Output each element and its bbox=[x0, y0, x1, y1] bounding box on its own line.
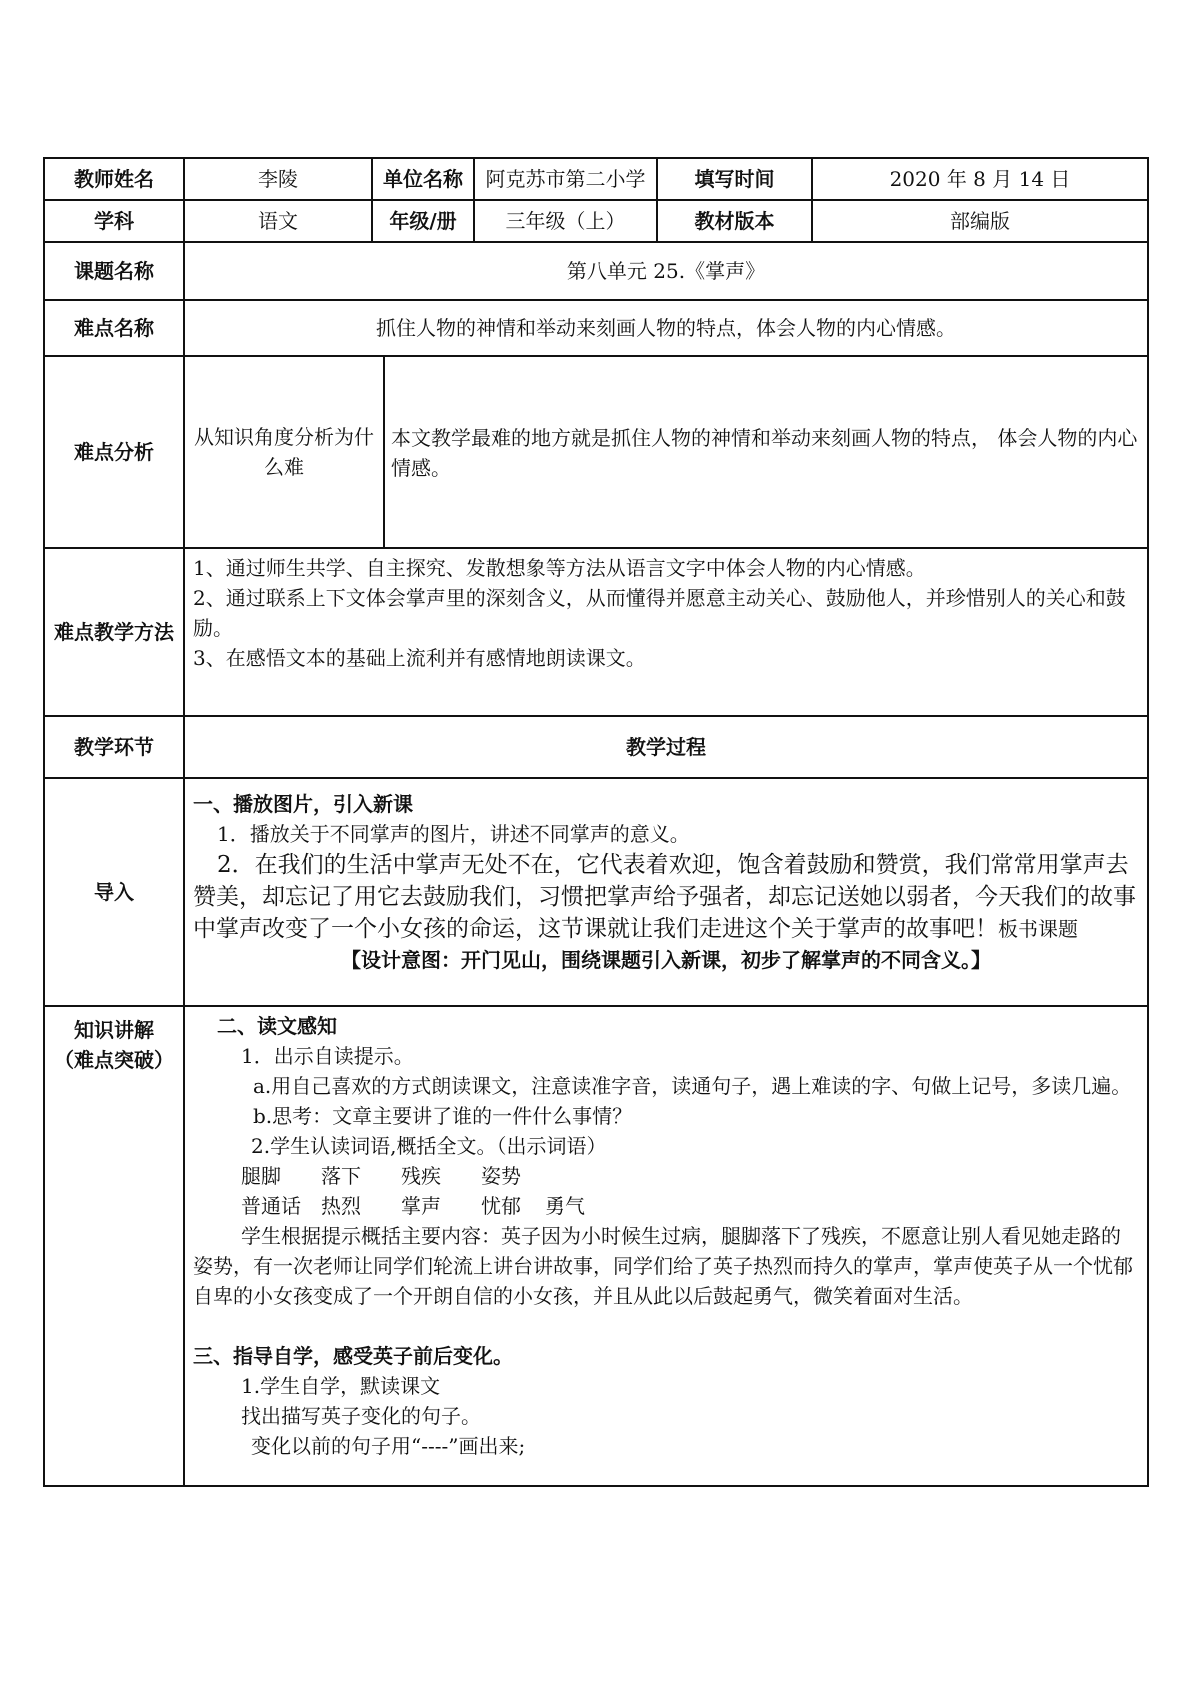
word: 热烈 bbox=[321, 1194, 361, 1218]
header-row-2 bbox=[44, 200, 1148, 242]
subject-value: 语文 bbox=[184, 200, 372, 242]
teacher-value: 李陵 bbox=[184, 158, 372, 200]
intro-title: 一、播放图片，引入新课 bbox=[193, 792, 413, 816]
difficulty-value: 抓住人物的神情和举动来刻画人物的特点，体会人物的内心情感。 bbox=[184, 300, 1148, 356]
intro-row bbox=[44, 778, 1148, 1006]
topic-value: 第八单元 25.《掌声》 bbox=[184, 242, 1148, 300]
section-2-item-a: a.用自己喜欢的方式朗读课文，注意读准字音，读通句子，遇上难读的字、句做上记号，多读几遍。 bbox=[253, 1074, 1132, 1098]
edition-value: 部编版 bbox=[812, 200, 1148, 242]
knowledge-label-line-1: 知识讲解 bbox=[74, 1018, 154, 1042]
lesson-plan-table bbox=[43, 157, 1149, 1487]
knowledge-row bbox=[44, 1006, 1148, 1486]
word: 残疾 bbox=[401, 1164, 441, 1188]
header-row-1 bbox=[44, 158, 1148, 200]
method-item: 1、通过师生共学、自主探究、发散想象等方法从语言文字中体会人物的内心情感。 bbox=[193, 556, 926, 580]
analysis-sub-label: 从知识角度分析为什么难 bbox=[185, 357, 385, 547]
date-label: 填写时间 bbox=[657, 158, 812, 200]
method-item: 2、通过联系上下文体会掌声里的深刻含义，从而懂得并愿意主动关心、鼓励他人，并珍惜别人的关心和鼓励。 bbox=[193, 586, 1126, 640]
date-value: 2020 年 8 月 14 日 bbox=[812, 158, 1148, 200]
methods-row bbox=[44, 548, 1148, 716]
subject-label: 学科 bbox=[44, 200, 184, 242]
intro-step-2-text: 2．在我们的生活中掌声无处不在，它代表着欢迎，饱含着鼓励和赞赏，我们常常用掌声去赞美，却忘记了用它去鼓励我们，习惯把掌声给予强者，却忘记送她以弱者，今天我们的故事中掌声改变了一个小女孩的命运，这节课就让我们走进这个关于掌声的故事吧！ bbox=[193, 852, 1136, 942]
knowledge-label bbox=[44, 1006, 184, 1486]
knowledge-label-line-2: （难点突破） bbox=[54, 1048, 174, 1072]
process-header-row bbox=[44, 716, 1148, 778]
difficulty-row bbox=[44, 300, 1148, 356]
intro-content bbox=[184, 778, 1148, 1006]
analysis-row bbox=[44, 356, 1148, 548]
grade-value: 三年级（上） bbox=[474, 200, 657, 242]
section-2-item-b: b.思考：文章主要讲了谁的一件什么事情？ bbox=[253, 1104, 633, 1128]
edition-label: 教材版本 bbox=[657, 200, 812, 242]
summary-text: 学生根据提示概括主要内容：英子因为小时候生过病，腿脚落下了残疾，不愿意让别人看见她走路的姿势，有一次老师让同学们轮流上讲台讲故事，同学们给了英子热烈而持久的掌声，掌声使英子从一个忧郁自卑的小女孩变成了一个开朗自信的小女孩，并且从此以后鼓起勇气，微笑着面对生活。 bbox=[193, 1224, 1133, 1308]
method-item: 3、在感悟文本的基础上流利并有感情地朗读课文。 bbox=[193, 646, 646, 670]
unit-label: 单位名称 bbox=[372, 158, 474, 200]
topic-row bbox=[44, 242, 1148, 300]
word: 落下 bbox=[321, 1164, 361, 1188]
word: 姿势 bbox=[481, 1164, 521, 1188]
intro-design-note: 【设计意图：开门见山，围绕课题引入新课，初步了解掌声的不同含义。】 bbox=[341, 948, 991, 972]
analysis-value: 本文教学最难的地方就是抓住人物的神情和举动来刻画人物的特点， 体会人物的内心情感。 bbox=[391, 426, 1138, 480]
process-header-label: 教学环节 bbox=[44, 716, 184, 778]
knowledge-content bbox=[184, 1006, 1148, 1486]
section-3-title: 三、指导自学，感受英子前后变化。 bbox=[193, 1344, 513, 1368]
intro-step-2 bbox=[193, 849, 1139, 945]
section-3-before: 变化以前的句子用“----”画出来; bbox=[251, 1434, 526, 1458]
analysis-cell bbox=[184, 356, 1148, 548]
unit-value: 阿克苏市第二小学 bbox=[474, 158, 657, 200]
methods-list bbox=[184, 548, 1148, 716]
methods-label: 难点教学方法 bbox=[44, 548, 184, 716]
spacer bbox=[193, 1311, 1139, 1341]
intro-step-2-tail: 板书课题 bbox=[998, 917, 1078, 941]
word: 掌声 bbox=[401, 1194, 441, 1218]
topic-label: 课题名称 bbox=[44, 242, 184, 300]
section-3-find: 找出描写英子变化的句子。 bbox=[241, 1404, 481, 1428]
word: 忧郁 bbox=[481, 1194, 521, 1218]
word-row-1 bbox=[193, 1161, 1139, 1191]
word: 腿脚 bbox=[241, 1164, 281, 1188]
process-header-value: 教学过程 bbox=[184, 716, 1148, 778]
difficulty-label: 难点名称 bbox=[44, 300, 184, 356]
grade-label: 年级/册 bbox=[372, 200, 474, 242]
analysis-label: 难点分析 bbox=[44, 356, 184, 548]
teacher-label: 教师姓名 bbox=[44, 158, 184, 200]
word: 普通话 bbox=[241, 1194, 301, 1218]
word-row-2 bbox=[193, 1191, 1139, 1221]
intro-label: 导入 bbox=[44, 778, 184, 1006]
section-2-title: 二、读文感知 bbox=[217, 1014, 337, 1038]
section-2-step-2: 2.学生认读词语,概括全文。（出示词语） bbox=[251, 1134, 607, 1158]
word: 勇气 bbox=[545, 1194, 585, 1218]
intro-step-1: 1．播放关于不同掌声的图片，讲述不同掌声的意义。 bbox=[217, 822, 690, 846]
section-3-step-1: 1.学生自学，默读课文 bbox=[241, 1374, 441, 1398]
section-2-step-1: 1．出示自读提示。 bbox=[241, 1044, 414, 1068]
